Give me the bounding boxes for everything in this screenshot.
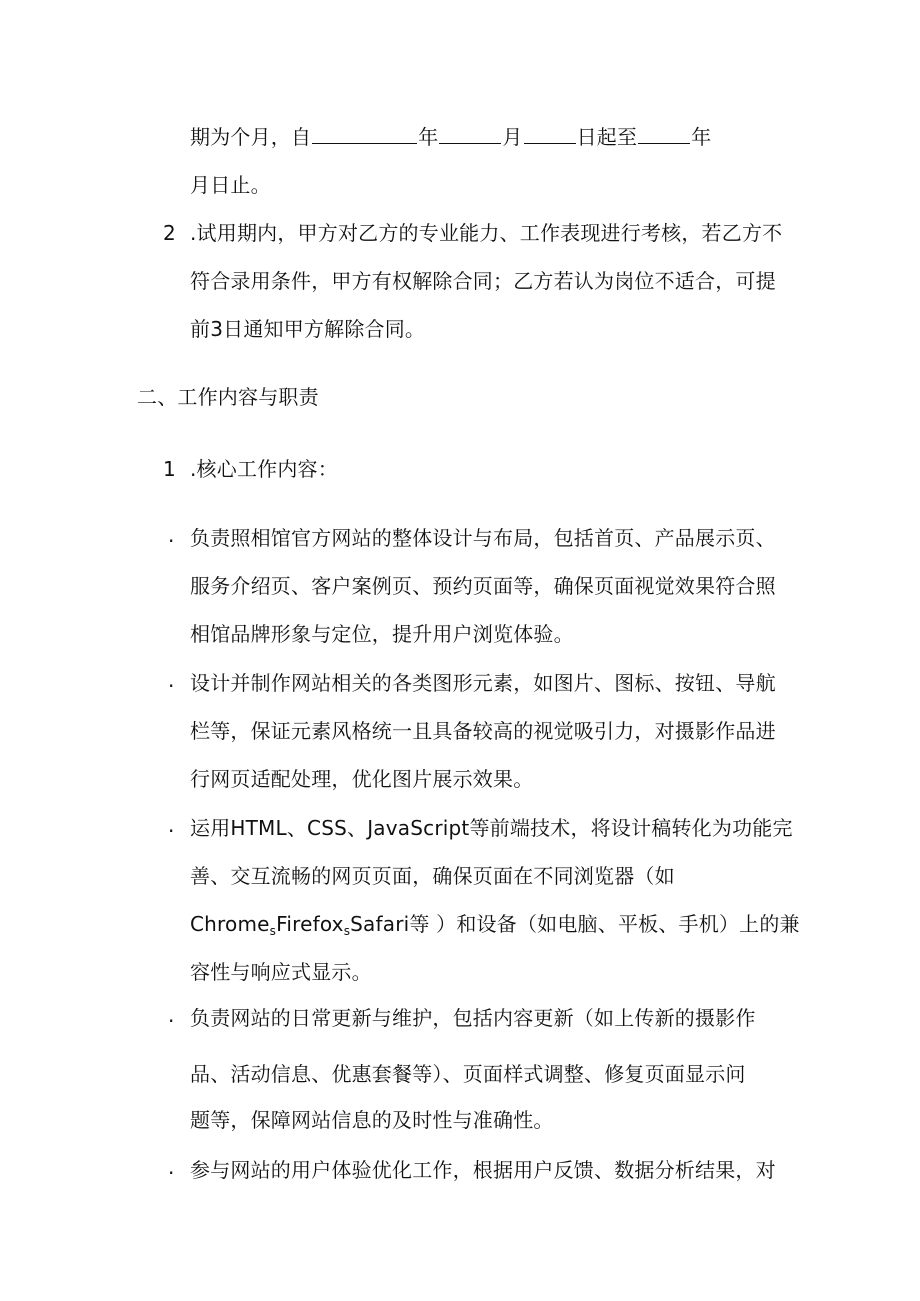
bullet-3-line-4: 容性与响应式显示。 <box>190 960 372 984</box>
trial-text-c: 月 <box>502 125 523 149</box>
item-1-number: 1 <box>163 457 176 481</box>
bullet-1-line-3: 相馆品牌形象与定位，提升用户浏览体验。 <box>190 622 574 646</box>
section-2-heading: 二、工作内容与职责 <box>137 385 319 409</box>
bullet-dot-4: · <box>168 1009 175 1033</box>
bullet-1-line-2: 服务介绍页、客户案例页、预约页面等，确保页面视觉效果符合照 <box>190 574 776 598</box>
bullet-4-line-3: 题等，保障网站信息的及时性与准确性。 <box>190 1108 554 1132</box>
trial-text-a: 期为个月，自 <box>190 125 312 149</box>
blank-start-year <box>312 123 417 144</box>
browser-safari-and-devices: Safari等 ）和设备（如电脑、平板、手机）上的兼 <box>350 912 800 936</box>
bullet-3-line-1: 运用HTML、CSS、JavaScript等前端技术，将设计稿转化为功能完 <box>190 816 793 840</box>
bullet-4-line-2: 品、活动信息、优惠套餐等）、页面样式调整、修复页面显示问 <box>190 1062 746 1086</box>
browser-sep-2: s <box>343 924 351 938</box>
blank-start-month <box>439 123 501 144</box>
blank-start-day <box>524 123 576 144</box>
bullet-dot-2: · <box>168 674 175 698</box>
bullet-2-line-2: 栏等，保证元素风格统一且具备较高的视觉吸引力，对摄影作品进 <box>190 719 776 743</box>
bullet-2-line-1: 设计并制作网站相关的各类图形元素，如图片、图标、按钮、导航 <box>190 671 776 695</box>
browser-sep-1: s <box>269 924 277 938</box>
bullet-dot-3: · <box>168 819 175 843</box>
trial-period-line <box>190 123 711 151</box>
trial-text-b: 年 <box>418 125 439 149</box>
bullet-1-line-1: 负责照相馆官方网站的整体设计与布局，包括首页、产品展示页、 <box>190 526 776 550</box>
trial-end-line: 月日止。 <box>190 173 271 197</box>
bullet-dot-1: · <box>168 529 175 553</box>
bullet-3-line-2: 善、交互流畅的网页页面，确保页面在不同浏览器（如 <box>190 864 675 888</box>
blank-end-year <box>638 123 690 144</box>
trial-text-e: 年 <box>691 125 712 149</box>
item-2-line-1: .试用期内，甲方对乙方的专业能力、工作表现进行考核，若乙方不 <box>190 221 783 245</box>
browser-chrome: Chrome <box>190 912 270 936</box>
bullet-3-line-3 <box>190 910 800 945</box>
bullet-5-line-1: 参与网站的用户体验优化工作，根据用户反馈、数据分析结果，对 <box>190 1158 776 1182</box>
browser-firefox: Firefox <box>276 912 344 936</box>
item-2-line-2: 符合录用条件，甲方有权解除合同；乙方若认为岗位不适合，可提 <box>190 269 776 293</box>
item-2-number: 2 <box>163 221 176 245</box>
bullet-dot-5: · <box>168 1161 175 1185</box>
item-2-line-3: 前3日通知甲方解除合同。 <box>190 317 426 341</box>
trial-text-d: 日起至 <box>576 125 638 149</box>
bullet-4-line-1: 负责网站的日常更新与维护，包括内容更新（如上传新的摄影作 <box>190 1006 756 1030</box>
item-1-label: .核心工作内容： <box>190 457 338 481</box>
bullet-2-line-3: 行网页适配处理，优化图片展示效果。 <box>190 767 534 791</box>
